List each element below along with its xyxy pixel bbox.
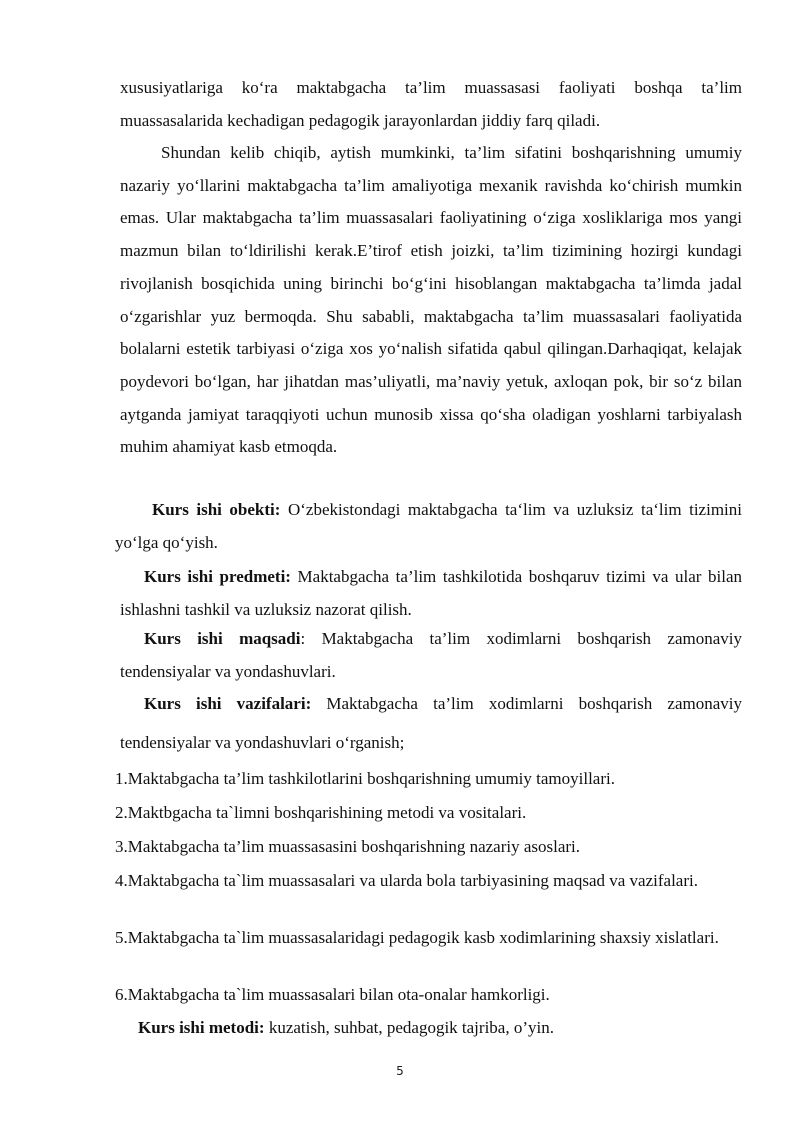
section-subject-text: Maktabgacha ta’lim tashkilotida boshqaruv tizimi va ular bilan ishlashni tashkil va uzluksiz nazorat qilish. — [120, 567, 742, 619]
list-item: 3.Maktabgacha ta’lim muassasasini boshqarishning nazariy asoslari. — [115, 837, 581, 856]
section-object-text: O‘zbekistondagi maktabgacha ta‘lim va uzluksiz ta‘lim tizimini yo‘lga qo‘yish. — [115, 500, 742, 552]
section-subject-label: Kurs ishi predmeti: — [144, 567, 291, 586]
section-goal — [120, 623, 742, 688]
list-item: 6.Maktabgacha ta`lim muassasalari bilan ota-onalar hamkorligi. — [115, 985, 550, 1004]
paragraph-intro-continuation: xususiyatlariga ko‘ra maktabgacha ta’lim muassasasi faoliyati boshqa ta’lim muassasalarida kechadigan pedagogik jarayonlardan jiddiy farq qiladi. — [120, 78, 742, 130]
section-method-text: kuzatish, suhbat, pedagogik tajriba, o’yin. — [264, 1018, 554, 1037]
list-item: 5.Maktabgacha ta`lim muassasalaridagi pedagogik kasb xodimlarining shaxsiy xislatlari. — [115, 928, 719, 947]
section-goal-label: Kurs ishi maqsadi — [144, 629, 301, 648]
list-item: 4.Maktabgacha ta`lim muassasalari va ularda bola tarbiyasining maqsad va vazifalari. — [115, 871, 698, 890]
section-method — [138, 1016, 738, 1040]
section-object-label: Kurs ishi obekti: — [152, 500, 281, 519]
section-tasks-text: Maktabgacha ta’lim xodimlarni boshqarish zamonaviy tendensiyalar va yondashuvlari o‘rganish; — [120, 694, 742, 752]
section-subject — [120, 561, 742, 626]
page-number: 5 — [396, 1064, 404, 1078]
list-item: 1.Maktabgacha ta’lim tashkilotlarini boshqarishning umumiy tamoyillari. — [115, 769, 615, 788]
paragraph-main: Shundan kelib chiqib, aytish mumkinki, ta’lim sifatini boshqarishning umumiy nazariy yo‘llarini maktabgacha ta’lim amaliyotiga mexanik ravishda ko‘chirish mumkin emas. Ular maktabgacha ta’lim muassasalari faoliyatining o‘ziga xosliklariga mos yangi mazmun bilan to‘ldirilishi kerak.E’tirof etish joizki, ta’lim tizimining hozirgi kundagi rivojlanish bosqichida uning birinchi bo‘g‘ini hisoblangan maktabgacha ta’limda jadal o‘zgarishlar yuz bermoqda. Shu sababli, maktabgacha ta’lim muassasalari faoliyatida bolalarni estetik tarbiyasi o‘ziga xos yo‘nalish sifatida qabul qilingan.Darhaqiqat, kelajak poydevori bo‘lgan, har jihatdan mas’uliyatli, ma’naviy yetuk, axloqan pok, bir so‘z bilan aytganda jamiyat taraqqiyoti uchun munosib xissa qo‘sha oladigan yoshlarni tarbiyalash muhim ahamiyat kasb etmoqda. — [120, 143, 742, 457]
list-item: 2.Maktbgacha ta`limni boshqarishining metodi va vositalari. — [115, 803, 527, 822]
section-object — [115, 494, 742, 559]
section-method-label: Kurs ishi metodi: — [138, 1018, 265, 1037]
section-tasks — [120, 684, 742, 762]
section-tasks-label: Kurs ishi vazifalari: — [144, 694, 312, 713]
section-goal-text: : Maktabgacha ta’lim xodimlarni boshqarish zamonaviy tendensiyalar va yondashuvlari. — [120, 629, 743, 681]
